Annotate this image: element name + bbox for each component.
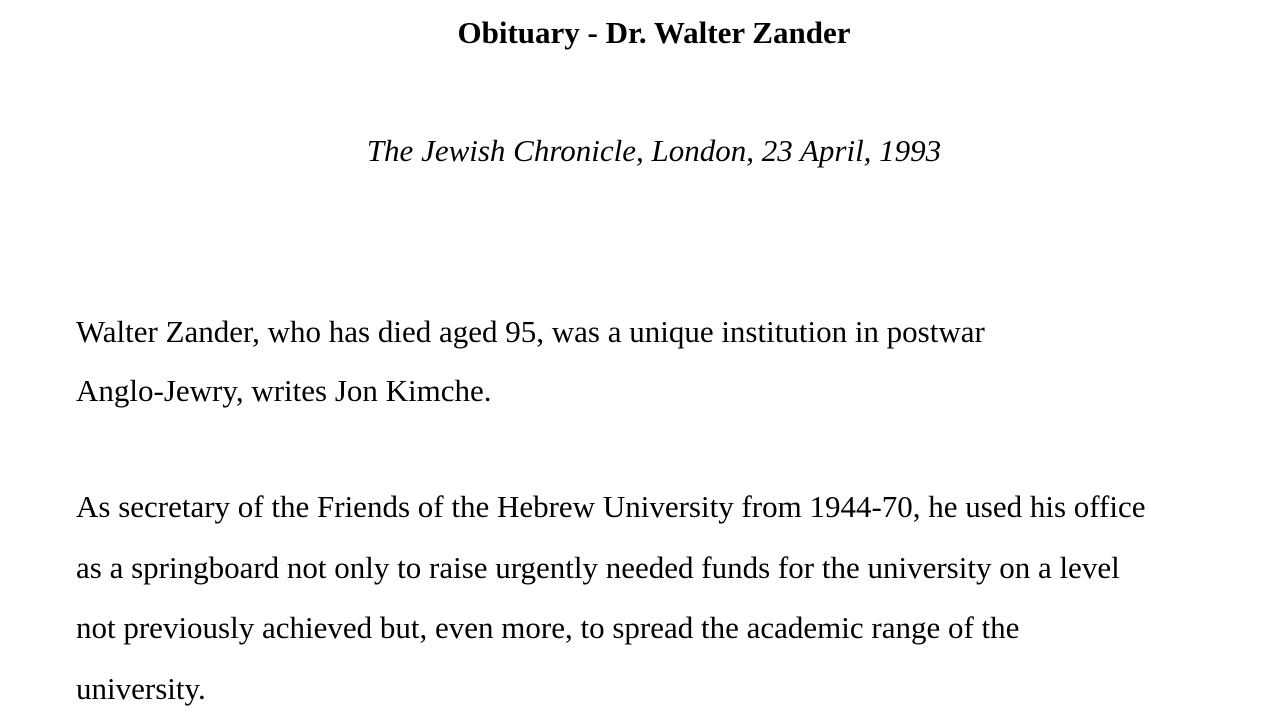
page-title: Obituary - Dr. Walter Zander bbox=[457, 15, 851, 50]
paragraph-intro bbox=[76, 302, 1256, 420]
publication-source: The Jewish Chronicle, London, 23 April, 1993 bbox=[366, 133, 942, 168]
paragraph-line: As secretary of the Friends of the Hebrew University from 1944-70, he used his office bbox=[76, 489, 1146, 524]
paragraph-line: Anglo-Jewry, writes Jon Kimche. bbox=[76, 373, 492, 408]
paragraph-line: as a springboard not only to raise urgently needed funds for the university on a level bbox=[76, 549, 1120, 585]
paragraph-line: Walter Zander, who has died aged 95, was a unique institution in postwar bbox=[76, 314, 985, 349]
paragraph-line: university. bbox=[76, 670, 206, 706]
paragraph-body bbox=[76, 477, 1256, 719]
paragraph-line: not previously achieved but, even more, to spread the academic range of the bbox=[76, 610, 1020, 645]
